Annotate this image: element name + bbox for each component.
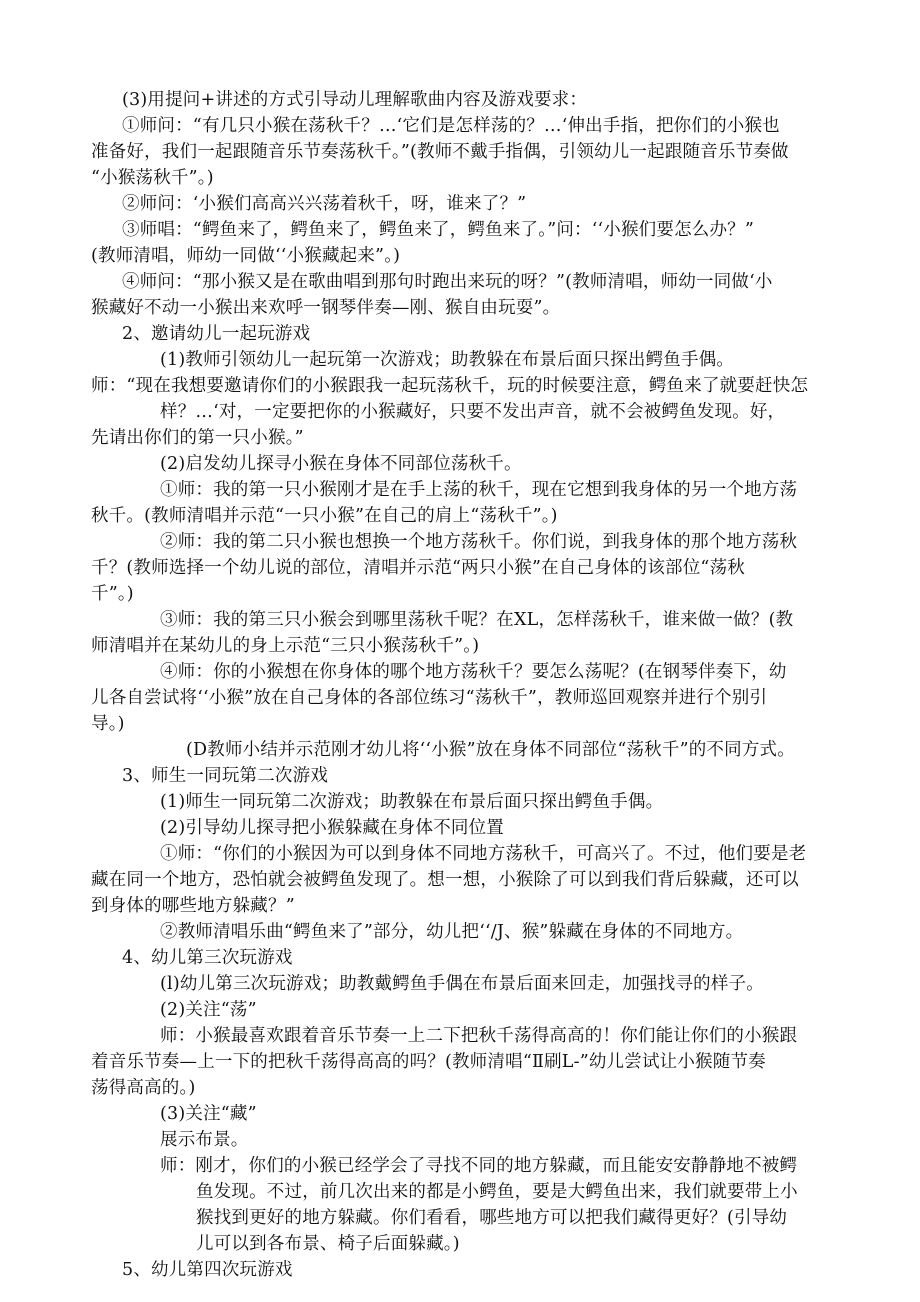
text-line: 儿可以到各布景、椅子后面躲藏。) <box>196 1234 460 1254</box>
text-line: (1)师生一同玩第二次游戏；助教躲在布景后面只探出鳄鱼手偶。 <box>160 792 664 812</box>
text-line: ②教师清唱乐曲“鳄鱼来了”部分，幼儿把‘‘/J、猴”躲藏在身体的不同地方。 <box>160 922 744 942</box>
text-line: ①师：“你们的小猴因为可以到身体不同地方荡秋千，可高兴了。不过，他们要是老 <box>160 844 807 864</box>
text-line: ③师：我的第三只小猴会到哪里荡秋千呢？在XL，怎样荡秋千，谁来做一做？(教 <box>160 610 794 630</box>
text-line: (3)关注“藏” <box>160 1104 257 1124</box>
text-line: 儿各自尝试将‘‘小猴”放在自己身体的各部位练习“荡秋千”，教师巡回观察并进行个别引 <box>91 688 768 708</box>
text-line: ④师问：“那小猴又是在歌曲唱到那句时跑出来玩的呀？”(教师清唱，师幼一同做‘小 <box>122 272 773 292</box>
text-line: 猴藏好不动一小猴出来欢呼一钢琴伴奏—刚、猴自由玩耍”。 <box>91 298 561 318</box>
text-line: 鱼发现。不过，前几次出来的都是小鳄鱼，要是大鳄鱼出来，我们就要带上小 <box>196 1182 798 1202</box>
text-line: 猴找到更好的地方躲藏。你们看看，哪些地方可以把我们藏得更好？(引导幼 <box>196 1208 788 1228</box>
text-line: (D教师小结并示范刚才幼儿将‘‘小猴”放在身体不同部位“荡秋千”的不同方式。 <box>186 740 795 760</box>
text-line: (3)用提问+讲述的方式引导动儿理解歌曲内容及游戏要求： <box>122 90 588 110</box>
text-line: (2)引导幼儿探寻把小猴躲藏在身体不同位置 <box>160 818 504 838</box>
text-line: 秋千。(教师清唱并示范“一只小猴”在自己的肩上“荡秋千”。) <box>91 506 558 526</box>
text-line: 样？…‘对，一定要把你的小猴藏好，只要不发出声音，就不会被鳄鱼发现。好， <box>160 402 786 422</box>
text-line: 师：小猴最喜欢跟着音乐节奏一上二下把秋千荡得高高的！你们能让你们的小猴跟 <box>160 1026 798 1046</box>
text-line: 导。) <box>91 714 125 734</box>
text-line: 师：“现在我想要邀请你们的小猴跟我一起玩荡秋千，玩的时候要注意，鳄鱼来了就要赶快怎 <box>91 376 809 396</box>
text-line: 先请出你们的第一只小猴。” <box>91 428 304 448</box>
text-line: ①师问：“有几只小猴在荡秋千？…‘它们是怎样荡的？…‘伸出手指，把你们的小猴也 <box>122 116 780 136</box>
text-line: 千”。) <box>91 584 134 604</box>
section-heading: 3、师生一同玩第二次游戏 <box>122 766 329 786</box>
text-line: ④师：你的小猴想在你身体的哪个地方荡秋千？要怎么荡呢？(在钢琴伴奏下，幼 <box>160 662 787 682</box>
text-line: 师清唱并在某幼儿的身上示范“三只小猴荡秋千”。) <box>91 636 480 656</box>
section-heading: 4、幼儿第三次玩游戏 <box>122 948 293 968</box>
text-line: ②师问：‘小猴们高高兴兴荡着秋千，呀，谁来了？” <box>122 194 527 214</box>
text-line: 千？(教师选择一个幼儿说的部位，清唱并示范“两只小猴”在自己身体的该部位“荡秋 <box>91 558 745 578</box>
text-line: 师：刚才，你们的小猴已经学会了寻找不同的地方躲藏，而且能安安静静地不被鳄 <box>160 1156 798 1176</box>
text-line: 准备好，我们一起跟随音乐节奏荡秋千。”(教师不戴手指偶，引领幼儿一起跟随音乐节奏做 <box>91 142 789 162</box>
section-heading: 5、幼儿第四次玩游戏 <box>122 1260 293 1280</box>
text-line: (教师清唱，师幼一同做‘‘小猴藏起来”。) <box>91 246 401 266</box>
text-line: 到身体的哪些地方躲藏？” <box>91 896 295 916</box>
text-line: (l)幼儿第三次玩游戏；助教戴鳄鱼手偶在布景后面来回走，加强找寻的样子。 <box>160 974 764 994</box>
text-line: ③师唱：“鳄鱼来了，鳄鱼来了，鳄鱼来了，鳄鱼来了。”问：‘‘小猴们要怎么办？” <box>122 220 755 240</box>
section-heading: 2、邀请幼儿一起玩游戏 <box>122 324 311 344</box>
text-line: “小猴荡秋千”。) <box>91 168 214 188</box>
text-line: (1)教师引领幼儿一起玩第一次游戏；助教躲在布景后面只探出鳄鱼手偶。 <box>160 350 735 370</box>
text-line: (2)关注“荡” <box>160 1000 257 1020</box>
text-line: 着音乐节奏—上一下的把秋千荡得高高的吗？(教师清唱“Ⅱ刷L-”幼儿尝试让小猴随节奏 <box>91 1052 766 1072</box>
text-line: ②师：我的第二只小猴也想换一个地方荡秋千。你们说，到我身体的那个地方荡秋 <box>160 532 798 552</box>
text-line: 荡得高高的。) <box>91 1078 196 1098</box>
text-line: 展示布景。 <box>160 1130 249 1150</box>
text-line: 藏在同一个地方，恐怕就会被鳄鱼发现了。想一想，小猴除了可以到我们背后躲藏，还可以 <box>91 870 799 890</box>
text-line: (2)启发幼儿探寻小猴在身体不同部位荡秋千。 <box>160 454 522 474</box>
text-line: ①师：我的第一只小猴刚才是在手上荡的秋千，现在它想到我身体的另一个地方荡 <box>160 480 798 500</box>
